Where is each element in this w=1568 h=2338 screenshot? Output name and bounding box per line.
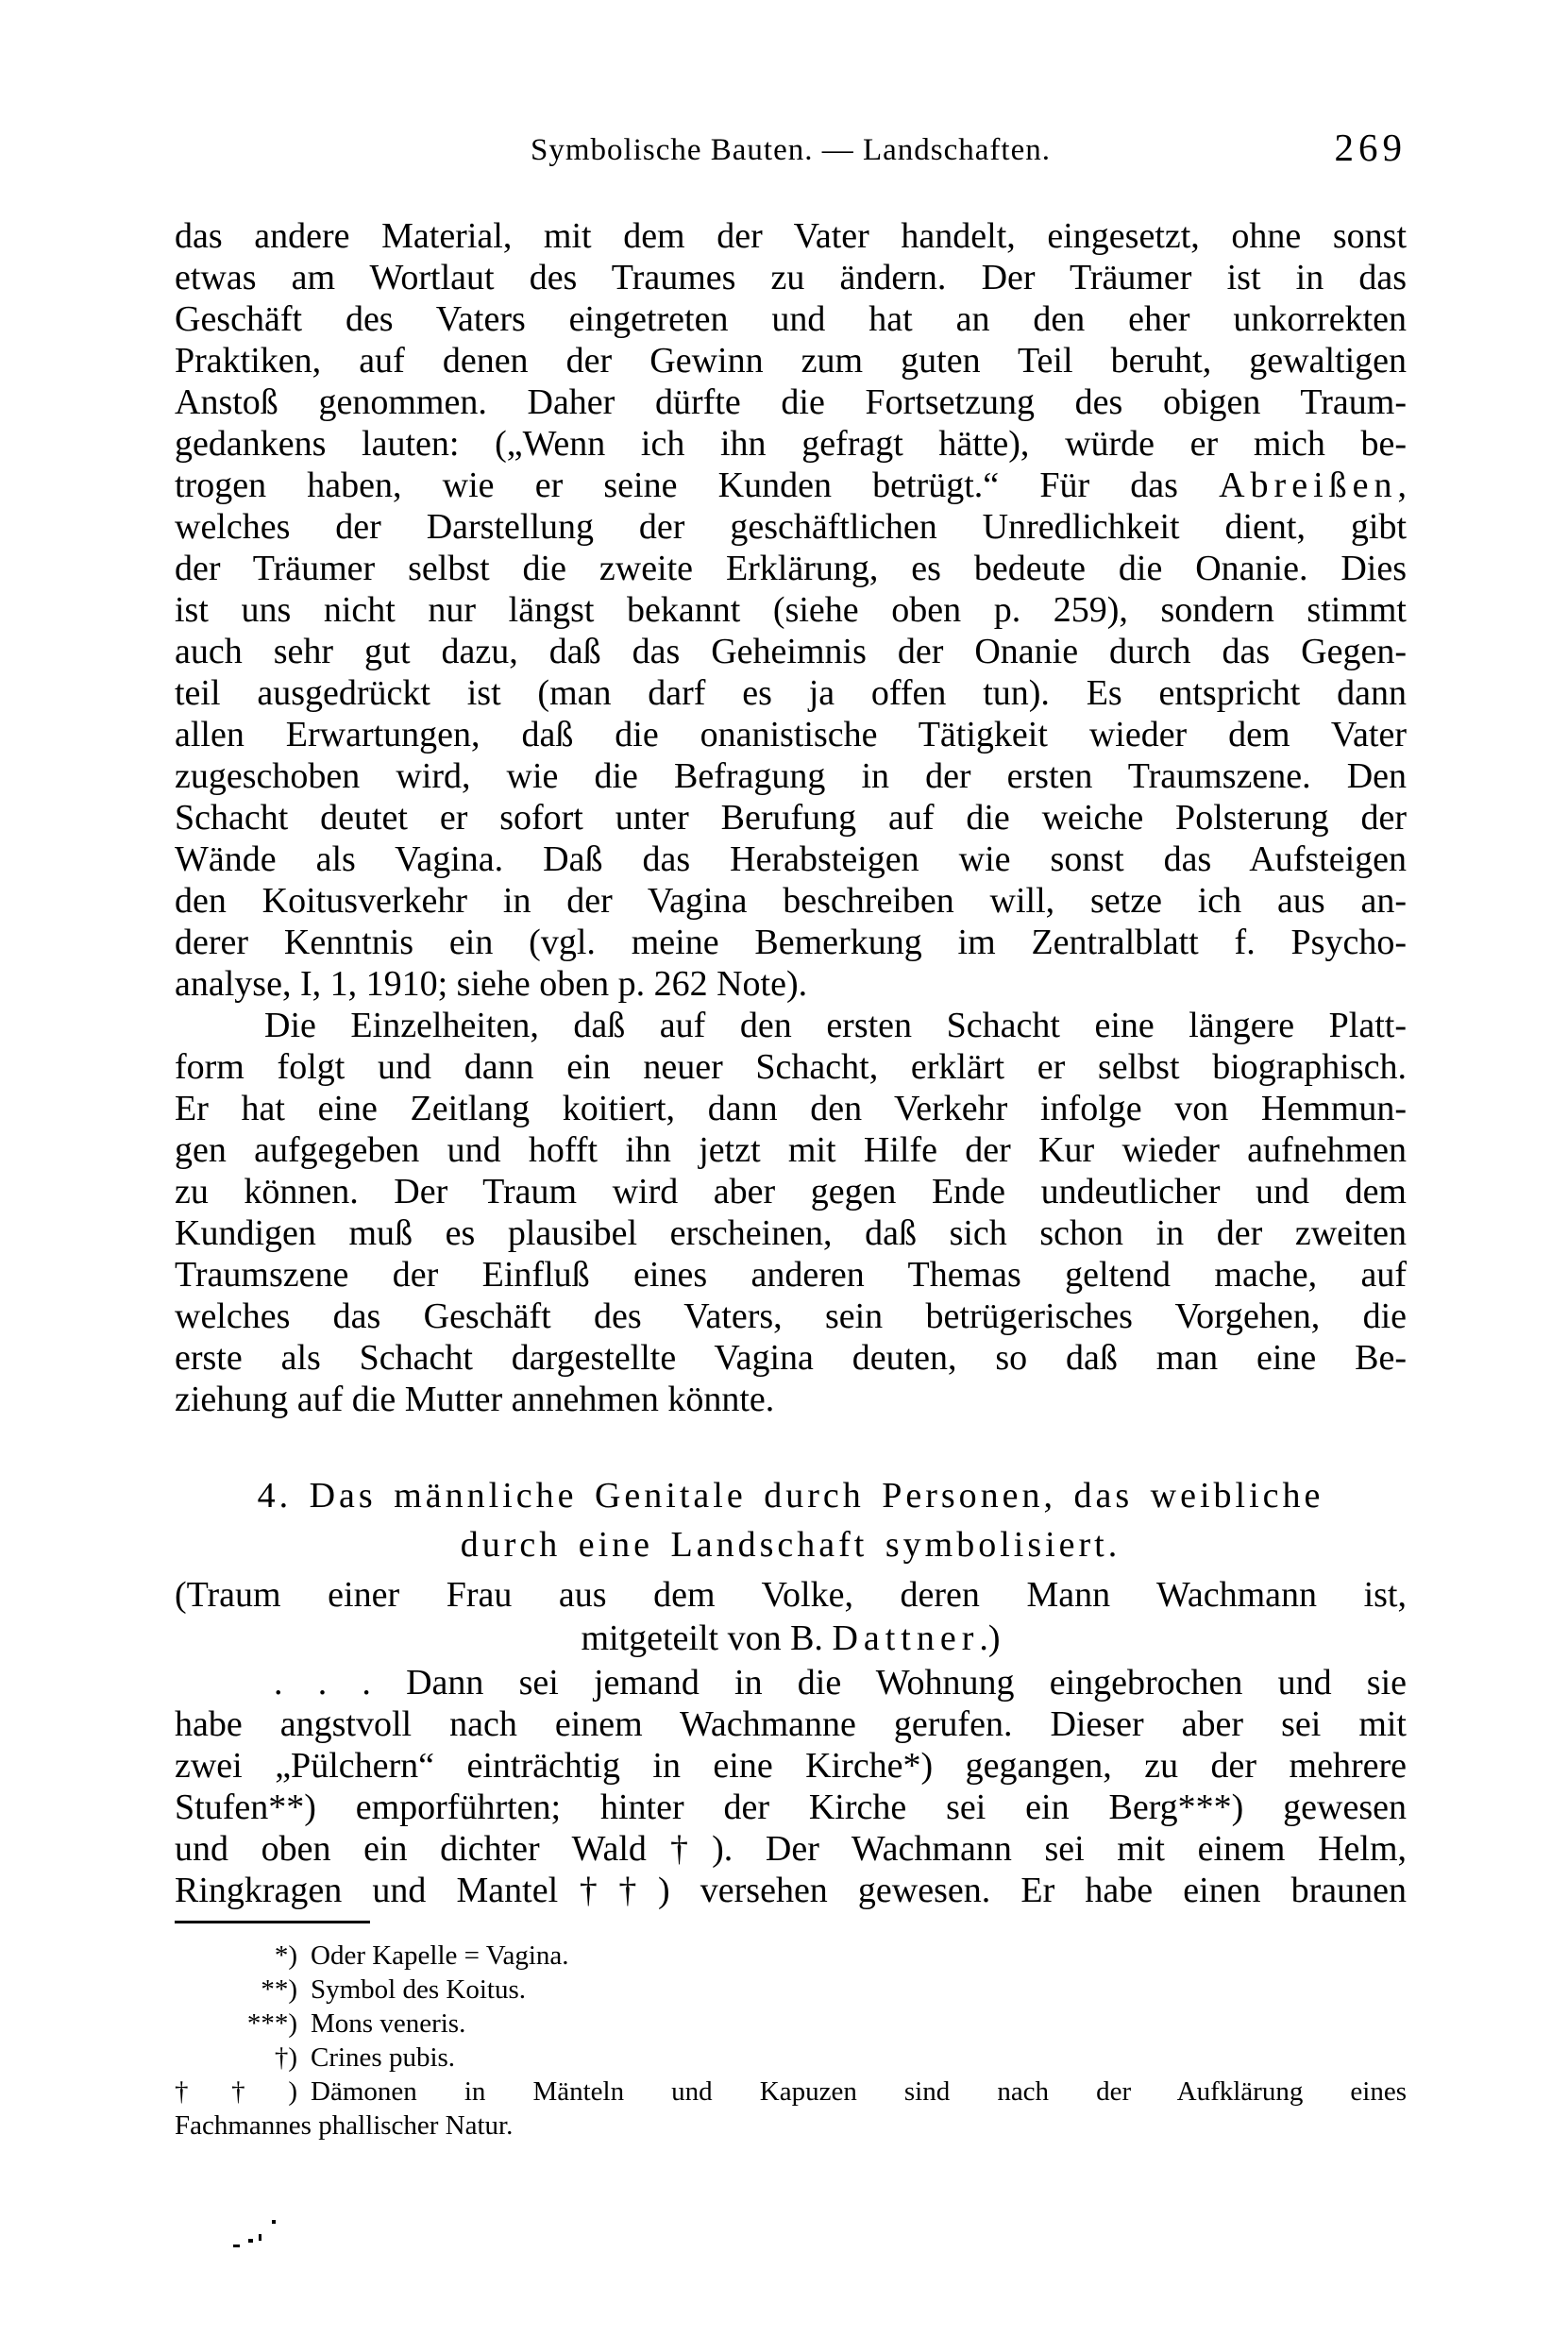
text-line: das andere Material, mit dem der Vater handelt, eingesetzt, ohne sonst [175,216,1407,256]
text-line: Er hat eine Zeitlang koitiert, dann den Verkehr infolge von Hemmun- [175,1089,1407,1128]
text-line: Wände als Vagina. Daß das Herabsteigen wie sonst das Aufsteigen [175,839,1407,879]
text-line: gen aufgegeben und hofft ihn jetzt mit Hilfe der Kur wieder aufnehmen [175,1130,1407,1170]
text-line: ziehung auf die Mutter annehmen könnte. [175,1380,775,1419]
footnote [175,2041,1407,2075]
text-line: Anstoß genommen. Daher dürfte die Fortsetzung des obigen Traum- [175,382,1407,422]
text-line: habe angstvoll nach einem Wachmanne gerufen. Dieser aber sei mit [175,1704,1407,1744]
subtitle-line-2 [175,1617,1407,1660]
text-line: gedankens lauten: („Wenn ich ihn gefragt hätte), würde er mich be- [175,424,1407,464]
ink-speck [259,2234,261,2241]
footnote-marker: **) [261,1974,297,2005]
text-line: teil ausgedrückt ist (man darf es ja offen tun). Es entspricht dann [175,673,1407,713]
paragraph-1 [175,215,1407,1005]
text-line: zwei „Pülchern“ einträchtig in eine Kirche*) gegangen, zu der mehrere [175,1746,1407,1786]
footnote-text: Symbol des Koitus. [311,1974,526,2005]
letterspaced-word: Abreißen [1219,466,1398,505]
page-number: 269 [1334,126,1407,169]
footnote-continuation: Fachmannes phallischer Natur. [175,2110,514,2141]
footnote-text: Oder Kapelle = Vagina. [311,1940,569,1971]
footnote-rule [175,1921,370,1923]
footnote-text: Mons veneris. [311,2008,466,2039]
text-line: zu können. Der Traum wird aber gegen Ende undeutlicher und dem [175,1172,1407,1211]
section-subtitle [175,1573,1407,1660]
paragraph-3 [175,1662,1407,1911]
footnote-text: Crines pubis. [311,2042,456,2073]
section-heading [175,1471,1407,1569]
text-run: .) [979,1618,1001,1658]
footnote [175,2075,1407,2109]
text-line: den Koitusverkehr in der Vagina beschreiben will, setze ich aus an- [175,881,1407,921]
section-heading-line-1: 4. Das männliche Genitale durch Personen, das weibliche [257,1476,1324,1516]
text-line: ist uns nicht nur längst bekannt (siehe oben p. 259), sondern stimmt [175,590,1407,630]
footnote [175,1939,1407,1973]
text-line: Die Einzelheiten, daß auf den ersten Schacht eine längere Platt- [264,1006,1407,1045]
footnote-marker: *) [274,1940,297,1971]
footnote-marker: †) [274,2042,297,2073]
text-line: Ringkragen und Mantel††) versehen gewesen. Er habe einen braunen [175,1871,1407,1910]
ink-speck [272,2220,276,2224]
footnote-text: Dämonen in Mänteln und Kapuzen sind nach der Aufklärung eines [311,2076,1407,2107]
text-line: Praktiken, auf denen der Gewinn zum guten Teil beruht, gewaltigen [175,341,1407,381]
text-line: Geschäft des Vaters eingetreten und hat an den eher unkorrekten [175,299,1407,339]
text-line: und oben ein dichter Wald†). Der Wachmann sei mit einem Helm, [175,1829,1407,1869]
text-line: Traumszene der Einfluß eines anderen Themas geltend mache, auf [175,1255,1407,1295]
footnotes [175,1939,1407,2143]
text-line: welches das Geschäft des Vaters, sein betrügerisches Vorgehen, die [175,1296,1407,1336]
text-block [175,215,1407,2143]
text-line: . . . Dann sei jemand in die Wohnung eingebrochen und sie [274,1663,1407,1703]
subtitle-line-1: (Traum einer Frau aus dem Volke, deren Mann Wachmann ist, [175,1575,1407,1615]
text-line: etwas am Wortlaut des Traumes zu ändern. Der Träumer ist in das [175,258,1407,297]
section-heading-line-2: durch eine Landschaft symbolisiert. [460,1525,1121,1565]
footnote-marker: ***) [246,2008,297,2039]
text-line: Kundigen muß es plausibel erscheinen, daß sich schon in der zweiten [175,1213,1407,1253]
footnote [175,1973,1407,2007]
footnote [175,2007,1407,2041]
text-line: auch sehr gut dazu, daß das Geheimnis der Onanie durch das Gegen- [175,632,1407,671]
text-line: form folgt und dann ein neuer Schacht, erklärt er selbst biographisch. [175,1047,1407,1087]
text-line: derer Kenntnis ein (vgl. meine Bemerkung im Zentralblatt f. Psycho- [175,923,1407,962]
text-line: Stufen**) emporführten; hinter der Kirche sei ein Berg***) gewesen [175,1787,1407,1827]
paragraph-2 [175,1005,1407,1420]
text-line: Schacht deutet er sofort unter Berufung auf die weiche Polsterung der [175,798,1407,838]
text-line: allen Erwartungen, daß die onanistische Tätigkeit wieder dem Vater [175,715,1407,754]
footnote-marker: ††) [175,2076,297,2107]
text-line: erste als Schacht dargestellte Vagina deuten, so daß man eine Be- [175,1338,1407,1378]
ink-speck [248,2239,253,2243]
text-run: mitgeteilt von B. [581,1618,833,1658]
text-line: welches der Darstellung der geschäftlichen Unredlichkeit dient, gibt [175,507,1407,547]
text-run: trogen haben, wie er seine Kunden betrügt.“ Für das [175,466,1220,505]
text-line: zugeschoben wird, wie die Befragung in der ersten Traumszene. Den [175,756,1407,796]
text-line [175,465,1407,506]
text-line: analyse, I, 1, 1910; siehe oben p. 262 Note). [175,964,808,1004]
text-line: der Träumer selbst die zweite Erklärung, es bedeute die Onanie. Dies [175,549,1407,588]
ink-speck [233,2245,240,2247]
letterspaced-word: Dattner [832,1618,980,1658]
text-run: , [1397,466,1407,505]
running-title: Symbolische Bauten. — Landschaften. [531,133,1051,167]
